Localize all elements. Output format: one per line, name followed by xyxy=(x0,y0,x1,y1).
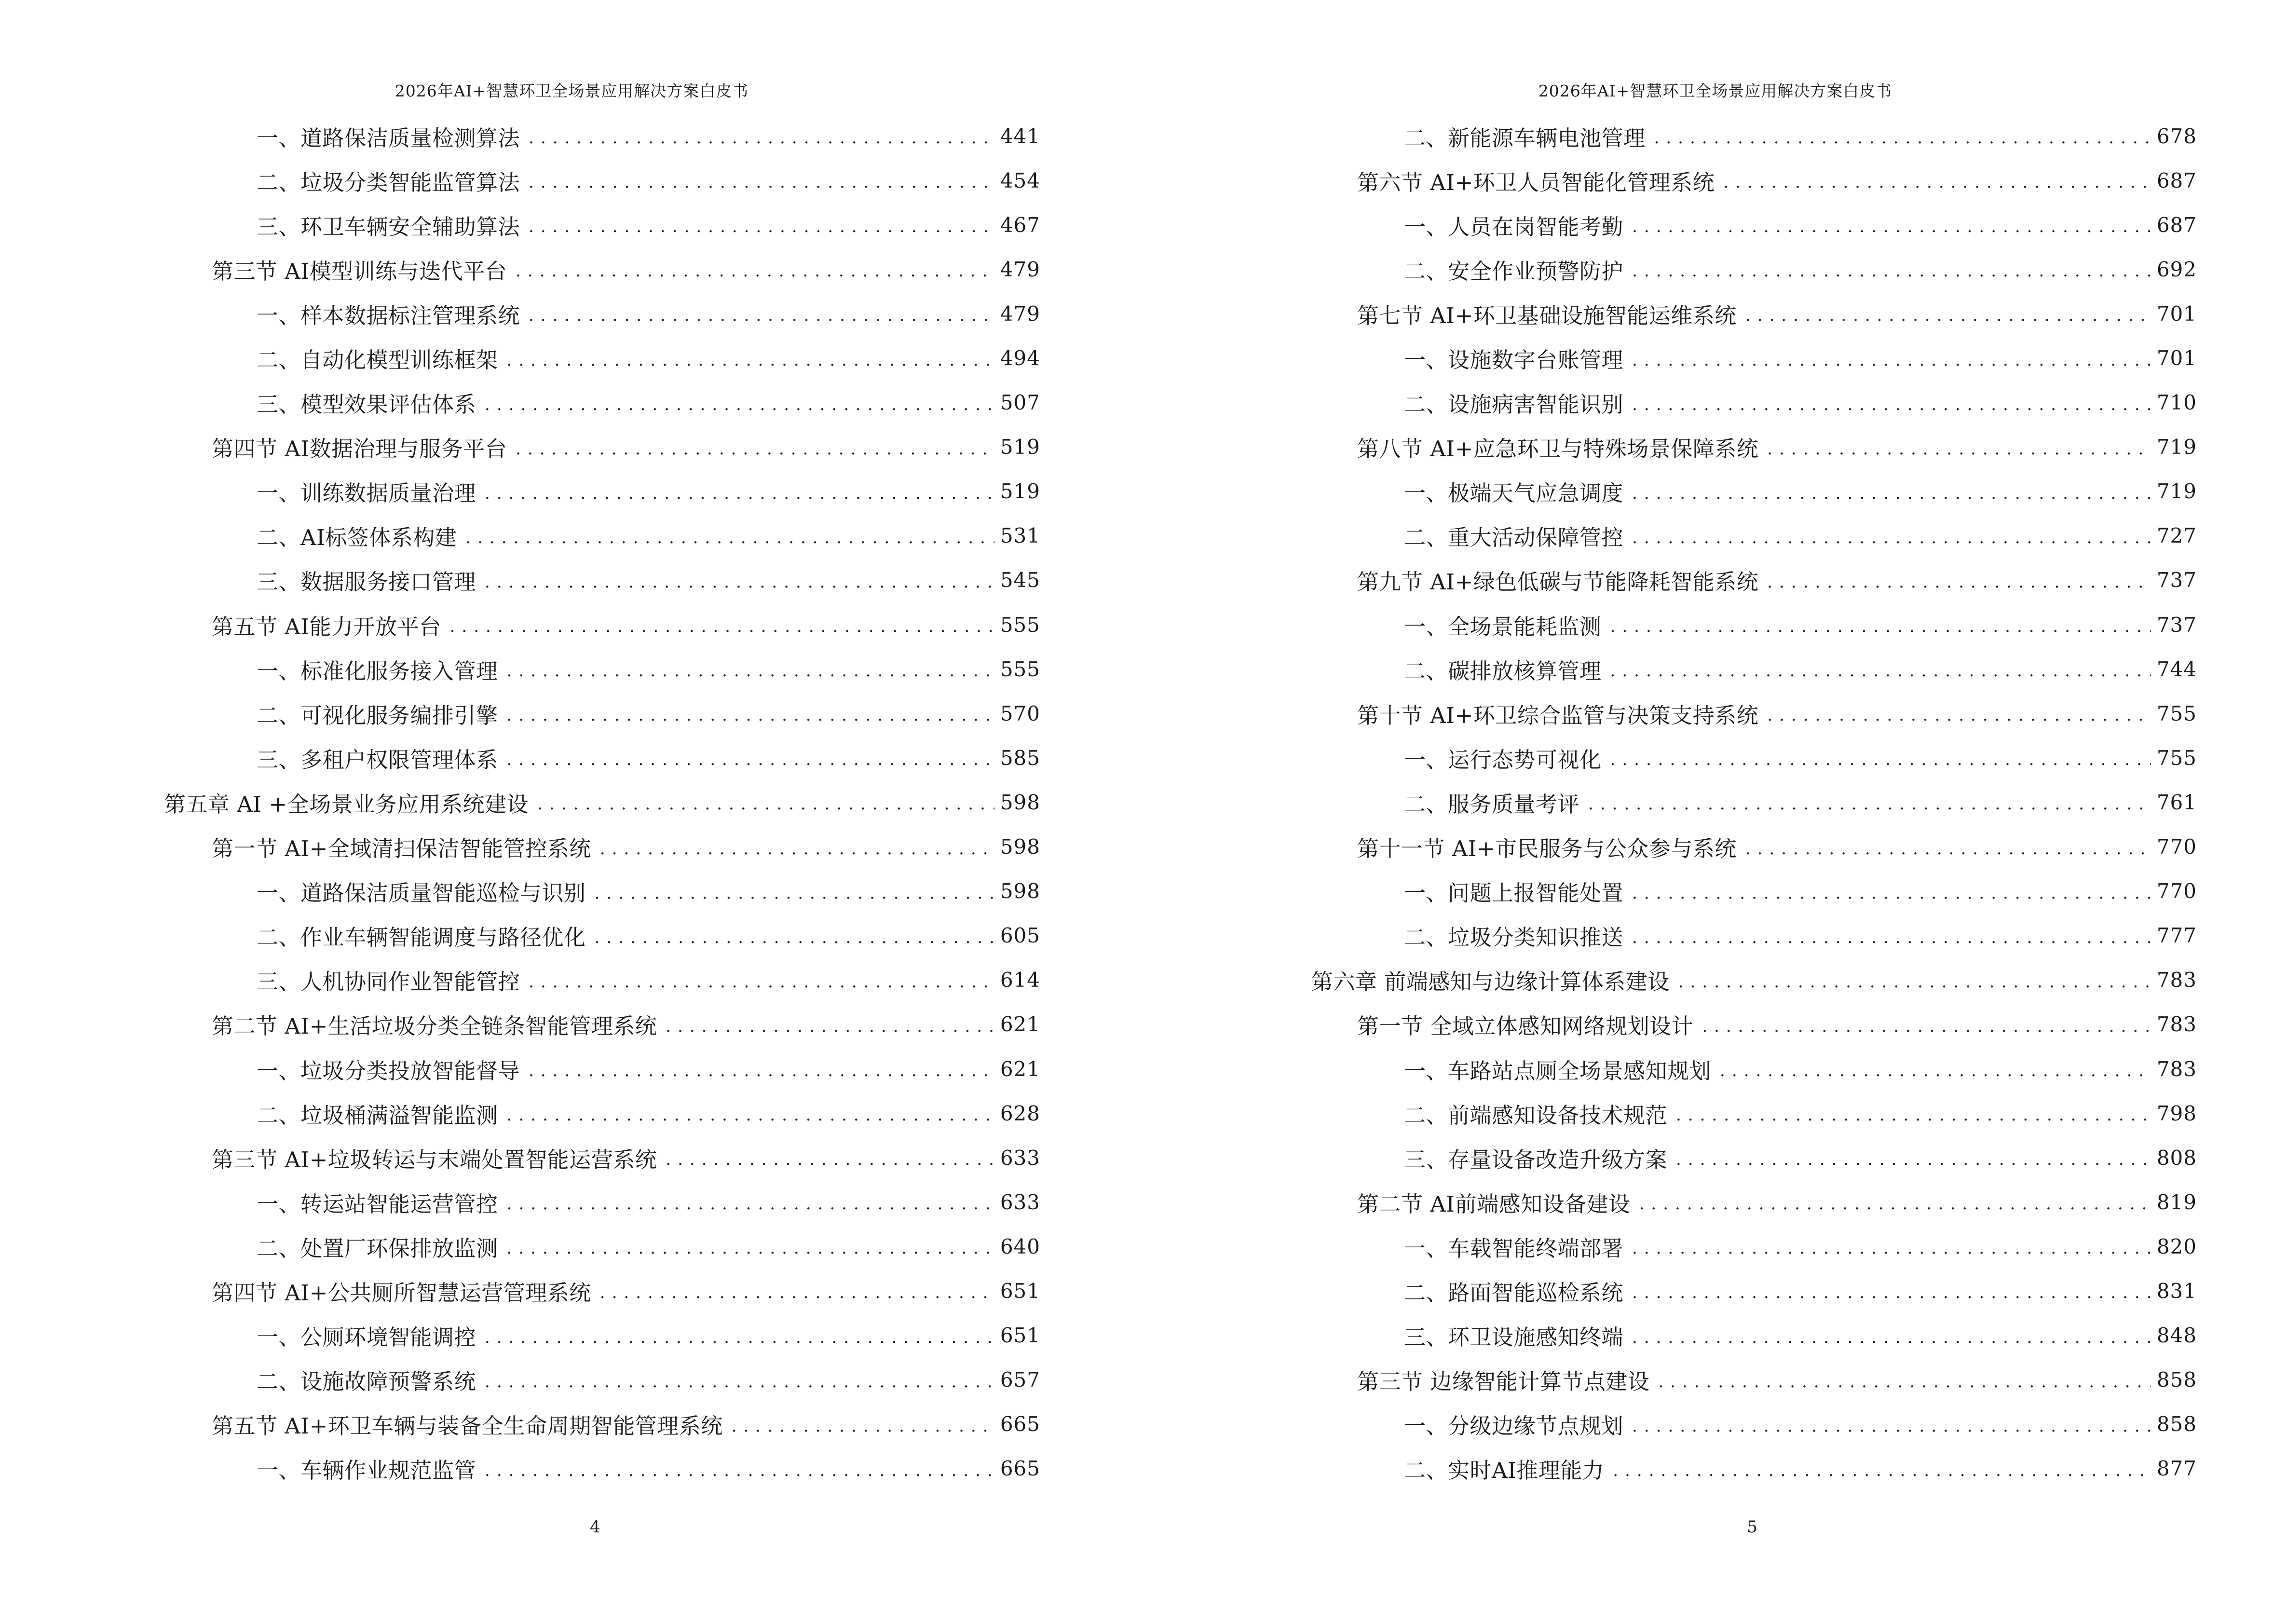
toc-entry-title: 一、人员在岗智能考勤 xyxy=(1404,214,1624,240)
toc-entry[interactable] xyxy=(0,381,1144,425)
toc-entry-page: 570 xyxy=(1000,701,1040,725)
toc-dot-leader xyxy=(1632,884,2151,903)
toc-dot-leader xyxy=(485,1328,994,1347)
toc-dot-leader xyxy=(1767,573,2151,592)
toc-entry-page: 719 xyxy=(2156,435,2197,459)
toc-entry-page: 651 xyxy=(1000,1324,1040,1348)
toc-entry-title: 第十一节 AI+市民服务与公众参与系统 xyxy=(1357,836,1737,862)
page-number: 4 xyxy=(590,1517,600,1537)
toc-entry-title: 一、极端天气应急调度 xyxy=(1404,480,1624,506)
toc-entry-title: 二、自动化模型训练框架 xyxy=(257,347,498,373)
toc-dot-leader xyxy=(450,617,994,636)
toc-entry[interactable] xyxy=(0,825,1144,869)
toc-entry-title: 二、安全作业预警防护 xyxy=(1404,258,1624,284)
toc-entry-page: 633 xyxy=(1000,1190,1040,1214)
toc-dot-leader xyxy=(1632,261,2151,281)
toc-entry[interactable] xyxy=(1144,425,2287,469)
toc-entry[interactable] xyxy=(1144,1447,2287,1491)
toc-entry-title: 一、转运站智能运营管控 xyxy=(257,1191,498,1217)
toc-entry[interactable] xyxy=(0,1135,1144,1180)
toc-dot-leader xyxy=(600,1283,994,1302)
toc-entry[interactable] xyxy=(0,869,1144,914)
toc-dot-leader xyxy=(1632,1328,2151,1347)
toc-entry-title: 二、可视化服务编排引擎 xyxy=(257,702,498,728)
toc-dot-leader xyxy=(1632,1239,2151,1258)
toc-entry-title: 一、垃圾分类投放智能督导 xyxy=(257,1058,520,1084)
toc-entry-title: 三、存量设备改造升级方案 xyxy=(1404,1146,1668,1173)
toc-entry-title: 一、训练数据质量治理 xyxy=(257,480,476,506)
toc-entry-title: 二、设施病害智能识别 xyxy=(1404,392,1624,418)
toc-entry[interactable] xyxy=(0,602,1144,647)
toc-dot-leader xyxy=(1610,617,2151,636)
toc-entry-page: 454 xyxy=(1000,168,1040,192)
toc-entry-page: 598 xyxy=(1000,879,1040,903)
toc-entry-page: 585 xyxy=(1000,746,1040,770)
toc-dot-leader xyxy=(1702,1017,2151,1036)
toc-dot-leader xyxy=(1610,750,2151,769)
toc-entry-page: 494 xyxy=(1000,346,1040,370)
toc-entry[interactable] xyxy=(0,1047,1144,1091)
toc-entry-page: 848 xyxy=(2156,1324,2197,1348)
toc-entry[interactable] xyxy=(1144,381,2287,425)
toc-entry-title: 二、垃圾分类知识推送 xyxy=(1404,925,1624,951)
toc-entry-page: 555 xyxy=(1000,657,1040,681)
toc-dot-leader xyxy=(516,439,994,459)
toc-entry-page: 744 xyxy=(2156,657,2197,681)
toc-entry-page: 692 xyxy=(2156,257,2197,281)
toc-dot-leader xyxy=(529,972,994,992)
toc-entry-page: 479 xyxy=(1000,257,1040,281)
toc-dot-leader xyxy=(1767,706,2151,725)
toc-entry[interactable] xyxy=(0,336,1144,380)
toc-entry-title: 一、道路保洁质量智能巡检与识别 xyxy=(257,880,586,906)
toc-entry-title: 一、设施数字台账管理 xyxy=(1404,347,1624,373)
page-header: 2026年AI+智慧环卫全场景应用解决方案白皮书 xyxy=(1538,82,1892,100)
toc-entry-page: 519 xyxy=(1000,479,1040,504)
toc-entry-title: 一、全场景能耗监测 xyxy=(1404,614,1602,640)
toc-dot-leader xyxy=(529,128,994,148)
toc-dot-leader xyxy=(1613,1461,2151,1480)
toc-entry-page: 545 xyxy=(1000,568,1040,592)
toc-entry[interactable] xyxy=(0,558,1144,602)
toc-entry[interactable] xyxy=(0,1447,1144,1491)
toc-dot-leader xyxy=(507,750,994,769)
toc-entry[interactable] xyxy=(0,780,1144,824)
toc-dot-leader xyxy=(1720,1061,2151,1080)
toc-entry-page: 737 xyxy=(2156,568,2197,592)
toc-entry-page: 783 xyxy=(2156,968,2197,992)
toc-entry[interactable] xyxy=(0,1269,1144,1313)
toc-entry[interactable] xyxy=(1144,647,2287,691)
toc-entry-page: 777 xyxy=(2156,924,2197,948)
toc-entry-page: 858 xyxy=(2156,1368,2197,1392)
toc-entry-title: 第六节 AI+环卫人员智能化管理系统 xyxy=(1357,169,1715,195)
toc-dot-leader xyxy=(1767,439,2151,459)
toc-dot-leader xyxy=(1723,173,2151,192)
toc-entry-title: 第三节 AI+垃圾转运与末端处置智能运营系统 xyxy=(212,1146,657,1173)
toc-entry-title: 一、问题上报智能处置 xyxy=(1404,880,1624,906)
toc-dot-leader xyxy=(537,794,994,814)
toc-entry[interactable] xyxy=(1144,1224,2287,1269)
toc-entry-title: 第五节 AI+环卫车辆与装备全生命周期智能管理系统 xyxy=(212,1413,723,1439)
toc-entry-title: 一、道路保洁质量检测算法 xyxy=(257,125,520,151)
toc-entry[interactable] xyxy=(0,469,1144,514)
toc-dot-leader xyxy=(516,261,994,281)
toc-entry[interactable] xyxy=(1144,736,2287,780)
toc-entry-title: 二、垃圾桶满溢智能监测 xyxy=(257,1102,498,1128)
toc-entry[interactable] xyxy=(1144,158,2287,203)
toc-dot-leader xyxy=(1632,484,2151,503)
toc-entry-page: 479 xyxy=(1000,301,1040,326)
toc-entry-page: 628 xyxy=(1000,1101,1040,1125)
toc-entry-title: 三、模型效果评估体系 xyxy=(257,392,476,418)
toc-entry[interactable] xyxy=(1144,1047,2287,1091)
toc-entry-page: 657 xyxy=(1000,1368,1040,1392)
toc-entry-page: 665 xyxy=(1000,1457,1040,1481)
toc-entry[interactable] xyxy=(1144,291,2287,336)
toc-entry-page: 687 xyxy=(2156,213,2197,237)
toc-entry-title: 第五章 AI +全场景业务应用系统建设 xyxy=(164,791,529,817)
toc-entry[interactable] xyxy=(1144,514,2287,558)
toc-dot-leader xyxy=(507,351,994,370)
toc-entry-title: 二、实时AI推理能力 xyxy=(1404,1458,1605,1484)
toc-entry-title: 一、车辆作业规范监管 xyxy=(257,1458,476,1484)
toc-entry[interactable] xyxy=(0,203,1144,247)
toc-entry-title: 一、样本数据标注管理系统 xyxy=(257,302,520,328)
toc-entry[interactable] xyxy=(1144,1002,2287,1047)
toc-entry-title: 三、多租户权限管理体系 xyxy=(257,747,498,773)
toc-entry-page: 770 xyxy=(2156,835,2197,859)
toc-entry[interactable] xyxy=(1144,958,2287,1002)
toc-dot-leader xyxy=(465,528,994,547)
toc-dot-leader xyxy=(1678,972,2151,992)
toc-dot-leader xyxy=(732,1417,994,1436)
toc-entry-page: 719 xyxy=(2156,479,2197,504)
toc-entry[interactable] xyxy=(0,291,1144,336)
toc-entry[interactable] xyxy=(1144,1180,2287,1224)
toc-entry[interactable] xyxy=(1144,780,2287,824)
toc-entry-title: 三、人机协同作业智能管控 xyxy=(257,969,520,995)
toc-entry[interactable] xyxy=(1144,469,2287,514)
toc-entry-page: 877 xyxy=(2156,1457,2197,1481)
toc-entry[interactable] xyxy=(0,425,1144,469)
toc-dot-leader xyxy=(485,395,994,414)
toc-entry-title: 二、垃圾分类智能监管算法 xyxy=(257,169,520,195)
toc-dot-leader xyxy=(485,1372,994,1392)
toc-entry[interactable] xyxy=(1144,869,2287,914)
toc-entry-page: 808 xyxy=(2156,1146,2197,1170)
toc-dot-leader xyxy=(1654,128,2151,148)
toc-entry[interactable] xyxy=(0,691,1144,736)
toc-entry-title: 二、AI标签体系构建 xyxy=(257,525,457,551)
toc-entry-title: 二、服务质量考评 xyxy=(1404,791,1580,817)
toc-entry-page: 621 xyxy=(1000,1012,1040,1037)
toc-entry-page: 798 xyxy=(2156,1101,2197,1125)
toc-entry-title: 一、标准化服务接入管理 xyxy=(257,658,498,684)
toc-entry-page: 614 xyxy=(1000,968,1040,992)
toc-entry-page: 598 xyxy=(1000,790,1040,814)
toc-entry-page: 710 xyxy=(2156,391,2197,415)
toc-dot-leader xyxy=(1658,1372,2151,1392)
toc-entry[interactable] xyxy=(0,1313,1144,1358)
toc-dot-leader xyxy=(529,217,994,236)
toc-entry[interactable] xyxy=(1144,114,2287,158)
toc-entry[interactable] xyxy=(1144,1135,2287,1180)
toc-entry[interactable] xyxy=(0,1002,1144,1047)
toc-entry-title: 第四节 AI数据治理与服务平台 xyxy=(212,436,507,462)
toc-entry[interactable] xyxy=(0,1091,1144,1135)
toc-dot-leader xyxy=(1610,661,2151,681)
toc-entry-title: 第六章 前端感知与边缘计算体系建设 xyxy=(1311,969,1670,995)
toc-list xyxy=(1144,114,2287,1491)
toc-entry[interactable] xyxy=(0,514,1144,558)
toc-dot-leader xyxy=(1632,395,2151,414)
toc-entry-title: 第二节 AI前端感知设备建设 xyxy=(1357,1191,1631,1217)
toc-dot-leader xyxy=(595,884,994,903)
toc-entry-page: 605 xyxy=(1000,924,1040,948)
toc-entry[interactable] xyxy=(1144,602,2287,647)
toc-dot-leader xyxy=(1588,794,2151,814)
toc-entry-page: 755 xyxy=(2156,746,2197,770)
toc-dot-leader xyxy=(1632,1417,2151,1436)
toc-entry-title: 第三节 边缘智能计算节点建设 xyxy=(1357,1369,1650,1395)
toc-entry-page: 467 xyxy=(1000,213,1040,237)
toc-dot-leader xyxy=(1632,1283,2151,1302)
toc-entry-page: 678 xyxy=(2156,124,2197,148)
toc-entry-page: 640 xyxy=(1000,1234,1040,1258)
toc-entry-page: 727 xyxy=(2156,524,2197,548)
toc-dot-leader xyxy=(1639,1194,2151,1214)
toc-entry-title: 第一节 全域立体感知网络规划设计 xyxy=(1357,1013,1694,1039)
toc-entry-page: 531 xyxy=(1000,524,1040,548)
toc-entry-page: 701 xyxy=(2156,301,2197,326)
toc-dot-leader xyxy=(666,1017,994,1036)
toc-entry-page: 633 xyxy=(1000,1146,1040,1170)
toc-entry-title: 第四节 AI+公共厕所智慧运营管理系统 xyxy=(212,1280,591,1306)
toc-entry-title: 二、设施故障预警系统 xyxy=(257,1369,476,1395)
toc-entry-page: 819 xyxy=(2156,1190,2197,1214)
toc-entry-title: 第二节 AI+生活垃圾分类全链条智能管理系统 xyxy=(212,1013,657,1039)
toc-entry-title: 二、重大活动保障管控 xyxy=(1404,525,1624,551)
toc-entry-title: 三、数据服务接口管理 xyxy=(257,569,476,595)
toc-entry-title: 二、碳排放核算管理 xyxy=(1404,658,1602,684)
toc-entry[interactable] xyxy=(0,1180,1144,1224)
toc-entry[interactable] xyxy=(0,647,1144,691)
toc-entry-page: 598 xyxy=(1000,835,1040,859)
toc-entry-page: 701 xyxy=(2156,346,2197,370)
toc-entry-title: 二、作业车辆智能调度与路径优化 xyxy=(257,925,586,951)
toc-dot-leader xyxy=(507,661,994,681)
toc-entry[interactable] xyxy=(0,1358,1144,1402)
toc-entry-page: 783 xyxy=(2156,1012,2197,1037)
toc-entry[interactable] xyxy=(1144,203,2287,247)
toc-entry[interactable] xyxy=(1144,691,2287,736)
toc-dot-leader xyxy=(1745,306,2151,325)
toc-entry[interactable] xyxy=(0,247,1144,291)
toc-dot-leader xyxy=(485,484,994,503)
toc-list xyxy=(0,114,1144,1491)
toc-dot-leader xyxy=(507,1194,994,1214)
toc-entry[interactable] xyxy=(0,1402,1144,1447)
toc-entry-title: 第九节 AI+绿色低碳与节能降耗智能系统 xyxy=(1357,569,1759,595)
toc-entry-title: 一、分级边缘节点规划 xyxy=(1404,1413,1624,1439)
toc-entry-page: 519 xyxy=(1000,435,1040,459)
toc-entry[interactable] xyxy=(0,958,1144,1002)
toc-dot-leader xyxy=(507,1239,994,1258)
toc-entry-page: 651 xyxy=(1000,1279,1040,1303)
toc-entry-title: 二、新能源车辆电池管理 xyxy=(1404,125,1646,151)
toc-entry[interactable] xyxy=(1144,1091,2287,1135)
toc-dot-leader xyxy=(1745,839,2151,859)
toc-entry-title: 一、车路站点厕全场景感知规划 xyxy=(1404,1058,1712,1084)
toc-entry-page: 737 xyxy=(2156,613,2197,637)
toc-entry-page: 507 xyxy=(1000,391,1040,415)
toc-dot-leader xyxy=(507,1105,994,1125)
toc-entry-title: 二、前端感知设备技术规范 xyxy=(1404,1102,1668,1128)
toc-entry[interactable] xyxy=(1144,558,2287,602)
toc-dot-leader xyxy=(666,1150,994,1169)
toc-entry-page: 831 xyxy=(2156,1279,2197,1303)
toc-entry[interactable] xyxy=(0,914,1144,958)
toc-dot-leader xyxy=(507,706,994,725)
toc-dot-leader xyxy=(1632,217,2151,236)
right-page xyxy=(1144,0,2287,1624)
toc-entry-page: 441 xyxy=(1000,124,1040,148)
toc-entry-title: 一、车载智能终端部署 xyxy=(1404,1235,1624,1261)
toc-entry-page: 687 xyxy=(2156,168,2197,192)
toc-dot-leader xyxy=(595,928,994,947)
toc-entry-page: 555 xyxy=(1000,613,1040,637)
toc-dot-leader xyxy=(1632,528,2151,547)
toc-entry[interactable] xyxy=(1144,247,2287,291)
page-number: 5 xyxy=(1747,1517,1757,1537)
toc-entry-title: 第一节 AI+全域清扫保洁智能管控系统 xyxy=(212,836,591,862)
toc-dot-leader xyxy=(485,1461,994,1480)
toc-dot-leader xyxy=(1676,1150,2151,1169)
toc-entry-title: 一、运行态势可视化 xyxy=(1404,747,1602,773)
toc-entry-title: 第三节 AI模型训练与迭代平台 xyxy=(212,258,507,284)
toc-entry-title: 第五节 AI能力开放平台 xyxy=(212,614,441,640)
toc-dot-leader xyxy=(529,306,994,325)
toc-entry-title: 第八节 AI+应急环卫与特殊场景保障系统 xyxy=(1357,436,1759,462)
toc-entry-page: 755 xyxy=(2156,701,2197,725)
toc-entry[interactable] xyxy=(1144,914,2287,958)
toc-entry-title: 二、处置厂环保排放监测 xyxy=(257,1235,498,1261)
toc-entry[interactable] xyxy=(0,158,1144,203)
toc-entry[interactable] xyxy=(0,1224,1144,1269)
toc-entry-title: 第七节 AI+环卫基础设施智能运维系统 xyxy=(1357,302,1737,328)
toc-entry-page: 820 xyxy=(2156,1234,2197,1258)
toc-dot-leader xyxy=(529,1061,994,1080)
toc-dot-leader xyxy=(1632,351,2151,370)
toc-entry-title: 一、公厕环境智能调控 xyxy=(257,1324,476,1351)
toc-dot-leader xyxy=(529,173,994,192)
toc-entry-page: 770 xyxy=(2156,879,2197,903)
toc-entry[interactable] xyxy=(1144,1358,2287,1402)
toc-entry-page: 761 xyxy=(2156,790,2197,814)
toc-entry[interactable] xyxy=(0,736,1144,780)
toc-entry-page: 858 xyxy=(2156,1412,2197,1436)
toc-entry[interactable] xyxy=(1144,1269,2287,1313)
toc-entry[interactable] xyxy=(1144,336,2287,380)
toc-entry-title: 二、路面智能巡检系统 xyxy=(1404,1280,1624,1306)
toc-entry[interactable] xyxy=(1144,1402,2287,1447)
toc-dot-leader xyxy=(600,839,994,859)
toc-dot-leader xyxy=(485,573,994,592)
toc-entry[interactable] xyxy=(0,114,1144,158)
toc-entry-page: 665 xyxy=(1000,1412,1040,1436)
toc-entry[interactable] xyxy=(1144,825,2287,869)
toc-entry-title: 第十节 AI+环卫综合监管与决策支持系统 xyxy=(1357,702,1759,728)
toc-dot-leader xyxy=(1632,928,2151,947)
toc-entry-title: 三、环卫设施感知终端 xyxy=(1404,1324,1624,1351)
toc-entry-title: 三、环卫车辆安全辅助算法 xyxy=(257,214,520,240)
toc-entry[interactable] xyxy=(1144,1313,2287,1358)
page-header: 2026年AI+智慧环卫全场景应用解决方案白皮书 xyxy=(395,82,749,100)
toc-entry-page: 783 xyxy=(2156,1057,2197,1081)
toc-dot-leader xyxy=(1676,1105,2151,1125)
toc-entry-page: 621 xyxy=(1000,1057,1040,1081)
